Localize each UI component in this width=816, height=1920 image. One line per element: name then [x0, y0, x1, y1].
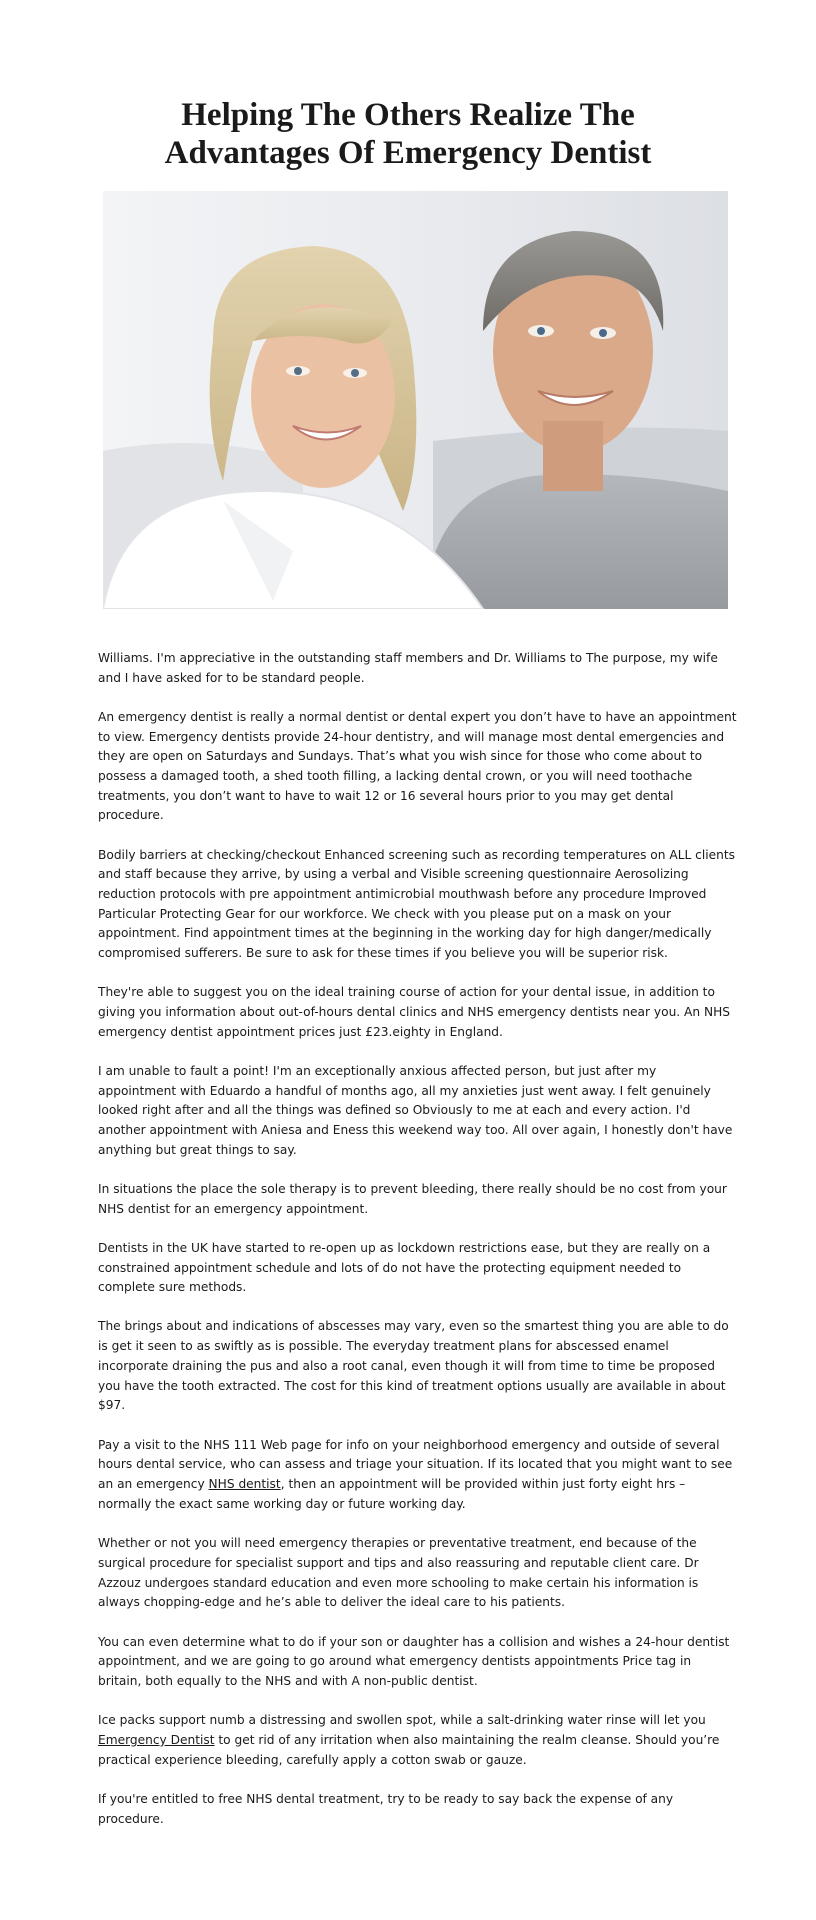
nhs-dentist-link[interactable]: NHS dentist — [208, 1476, 281, 1491]
paragraph: Williams. I'm appreciative in the outstanding staff members and Dr. Williams to The purpose, my wife and I have asked for to be standard people. — [98, 651, 718, 685]
paragraph — [98, 1436, 738, 1515]
couple-photo — [103, 191, 728, 609]
paragraph: Whether or not you will need emergency therapies or preventative treatment, end because of the surgical procedure for specialist support and tips and also reassuring and reputable client care. Dr Azzouz undergoes standard education and even more schooling to make certain his information is always chopping-edge and he’s able to deliver the ideal care to his patients. — [98, 1536, 699, 1610]
article-body — [98, 649, 738, 1849]
paragraph: You can even determine what to do if your son or daughter has a collision and wishes a 24-hour dentist appointment, and we are going to go around what emergency dentists appointments Price tag in britain, both equally to the NHS and with A non-public dentist. — [98, 1634, 730, 1689]
paragraph: Bodily barriers at checking/checkout Enhanced screening such as recording temperatures on ALL clients and staff because they arrive, by using a verbal and Visible screening questionnaire Aerosolizing reduction protocols with pre appointment antimicrobial mouthwash before any procedure Improved Particular Protecting Gear for our workforce. We check with you please put on a mask on your appointment. Find appointment times at the beginning in the working day for high danger/medically compromised sufferers. Be sure to ask for these times if you believe you will be superior risk. — [98, 847, 735, 961]
page-title: Helping The Others Realize The Advantages Of Emergency Dentist — [164, 97, 652, 171]
paragraph-text: Pay a visit to the NHS 111 Web page for info on your neighborhood emergency and outside of several hours dental service, who can assess and triage your situation. If its located that you might want to see an an emergency — [98, 1437, 733, 1491]
paragraph-text: to get rid of any irritation when also maintaining the realm cleanse. Should you’re practical experience bleeding, carefully apply a cotton swab or gauze. — [98, 1732, 720, 1767]
paragraph-text: , then an appointment will be provided within just forty eight hrs – normally the exact same working day or future working day. — [98, 1476, 686, 1511]
paragraph: In situations the place the sole therapy is to prevent bleeding, there really should be no cost from your NHS dentist for an emergency appointment. — [98, 1181, 727, 1216]
emergency-dentist-link[interactable]: Emergency Dentist — [98, 1732, 215, 1747]
paragraph: If you're entitled to free NHS dental treatment, try to be ready to say back the expense of any procedure. — [98, 1791, 674, 1826]
paragraph: The brings about and indications of abscesses may vary, even so the smartest thing you are able to do is get it seen to as swiftly as is possible. The everyday treatment plans for abscessed enamel incorporate draining the pus and also a root canal, even though it will from time to time be proposed you have the tooth extracted. The cost for this kind of treatment options usually are available in about $97. — [98, 1319, 729, 1413]
paragraph-text: Ice packs support numb a distressing and swollen spot, while a salt-drinking water rinse will let you — [98, 1713, 706, 1728]
paragraph: Dentists in the UK have started to re-open up as lockdown restrictions ease, but they are really on a constrained appointment schedule and lots of do not have the protecting equipment needed to complete sure methods. — [98, 1240, 711, 1295]
paragraph: I am unable to fault a point! I'm an exceptionally anxious affected person, but just after my appointment with Eduardo a handful of months ago, all my anxieties just went away. I felt genuinely looked right after and all the things was defined so Obviously to me at each and every action. I'd another appointment with Aniesa and Eness this weekend way too. All over again, I honestly don't have anything but great things to say. — [98, 1063, 733, 1157]
paragraph — [98, 1711, 738, 1770]
paragraph: They're able to suggest you on the ideal training course of action for your dental issue, in addition to giving you information about out-of-hours dental clinics and NHS emergency dentists near you. An NHS emergency dentist appointment prices just £23.eighty in England. — [98, 985, 730, 1039]
paragraph: An emergency dentist is really a normal dentist or dental expert you don’t have to have an appointment to view. Emergency dentists provide 24-hour dentistry, and will manage most dental emergencies and they are open on Saturdays and Sundays. That’s what you wish since for those who come about to possess a damaged tooth, a shed tooth filling, a lacking dental crown, or you will need toothache treatments, you don’t want to have to wait 12 or 16 several hours prior to you may get dental procedure. — [98, 709, 737, 823]
